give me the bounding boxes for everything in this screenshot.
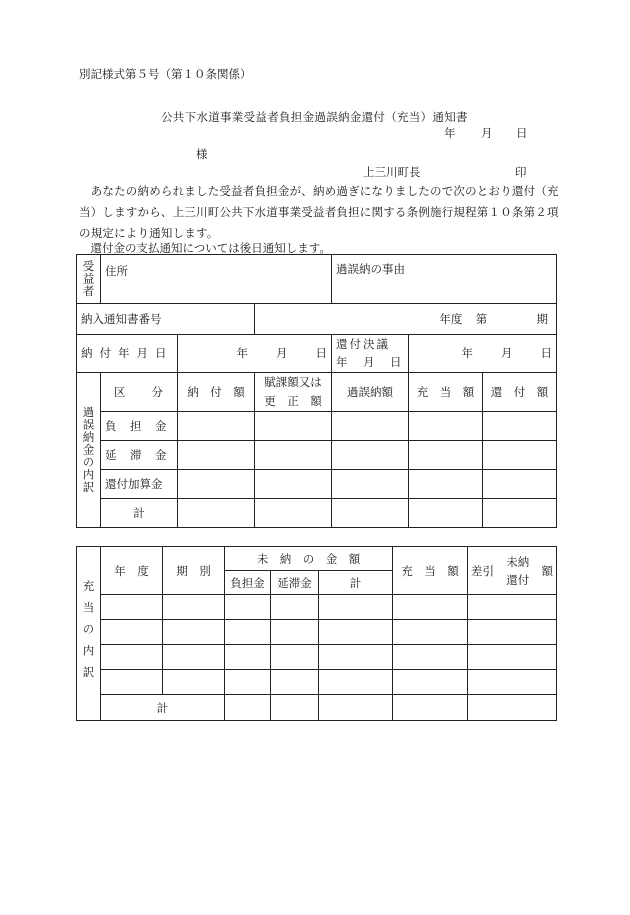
notice-number-cell[interactable] — [255, 303, 557, 334]
appr-r2-subtotal[interactable] — [319, 620, 393, 645]
address-label: 住所 — [105, 264, 128, 278]
col-refund-bottom: 還付 — [506, 572, 530, 587]
late-refund[interactable] — [483, 440, 557, 469]
additional-overpaid[interactable] — [332, 469, 409, 498]
appr-r3-subtotal[interactable] — [319, 645, 393, 670]
fiscal-year-suffix: 年度 — [439, 311, 463, 326]
date-month-label: 月 — [481, 126, 493, 140]
appr-r1-late[interactable] — [271, 595, 319, 620]
row-burden-label: 負 担 金 — [101, 411, 178, 440]
installment-suffix: 期 — [536, 311, 549, 326]
body-paragraph-2: 還付金の支払通知については後日通知します。 — [79, 241, 331, 255]
issuer-name: 上三川町長 — [363, 165, 421, 179]
body-paragraph-1: あなたの納められました受益者負担金が、納め過ぎになりましたので次のとおり還付（充当）しますから、上三川町公共下水道事業受益者負担に関する条例施行規程第１０条第２項の規定により通知します。 — [79, 184, 559, 240]
col-diff-prefix: 差引 — [471, 563, 494, 578]
additional-paid[interactable] — [178, 469, 255, 498]
installment-prefix: 第 — [475, 311, 488, 326]
late-overpaid[interactable] — [332, 440, 409, 469]
appr-r1-period[interactable] — [163, 595, 225, 620]
appr-total-diff[interactable] — [468, 695, 557, 721]
payment-date-label-cell — [77, 334, 178, 372]
appr-total-applied[interactable] — [393, 695, 468, 721]
appr-r4-year[interactable] — [101, 670, 163, 695]
col-assessed-line1: 賦課額又は — [264, 374, 322, 389]
appr-r2-diff[interactable] — [468, 620, 557, 645]
burden-refund[interactable] — [483, 411, 557, 440]
overpayment-reason-cell[interactable] — [332, 255, 557, 304]
col-diff — [468, 547, 557, 595]
total-paid[interactable] — [178, 498, 255, 527]
appr-r3-diff[interactable] — [468, 645, 557, 670]
notice-number-label: 納入通知書番号 — [81, 311, 162, 326]
col-applied: 充 当 額 — [409, 372, 483, 411]
col-period: 期 別 — [163, 547, 225, 595]
burden-overpaid[interactable] — [332, 411, 409, 440]
appropriation-details-table — [76, 546, 557, 721]
total-refund[interactable] — [483, 498, 557, 527]
late-assessed[interactable] — [255, 440, 332, 469]
total-overpaid[interactable] — [332, 498, 409, 527]
appr-r1-applied[interactable] — [393, 595, 468, 620]
refund-decision-label-2: 年 月 日 — [336, 355, 404, 369]
appr-r3-applied[interactable] — [393, 645, 468, 670]
name-cell[interactable] — [101, 303, 332, 304]
date-year-label: 年 — [444, 126, 456, 140]
appr-total-late[interactable] — [271, 695, 319, 721]
total-applied[interactable] — [409, 498, 483, 527]
additional-refund[interactable] — [483, 469, 557, 498]
appr-r1-subtotal[interactable] — [319, 595, 393, 620]
appr-r4-applied[interactable] — [393, 670, 468, 695]
refund-decision-label-cell — [332, 334, 409, 372]
refund-details-table — [76, 254, 557, 528]
decision-year: 年 — [461, 346, 474, 360]
col-refund: 還 付 額 — [483, 372, 557, 411]
refund-decision-date-cell[interactable] — [409, 334, 557, 372]
additional-applied[interactable] — [409, 469, 483, 498]
appr-r2-year[interactable] — [101, 620, 163, 645]
details-side-label: 過誤納金の内訳 — [77, 372, 101, 527]
late-paid[interactable] — [178, 440, 255, 469]
appr-r4-diff[interactable] — [468, 670, 557, 695]
appr-total-label: 計 — [101, 695, 225, 721]
col-assessed-line2: 更 正 額 — [264, 393, 322, 408]
appr-r3-year[interactable] — [101, 645, 163, 670]
burden-applied[interactable] — [409, 411, 483, 440]
appr-total-subtotal[interactable] — [319, 695, 393, 721]
payment-date-cell[interactable] — [178, 334, 332, 372]
appr-r2-burden[interactable] — [225, 620, 271, 645]
document-title: 公共下水道事業受益者負担金過誤納金還付（充当）通知書 — [161, 110, 468, 124]
row-additional-label: 還付加算金 — [101, 469, 178, 498]
late-applied[interactable] — [409, 440, 483, 469]
col-amount-suffix: 額 — [541, 563, 553, 578]
col-assessed — [255, 372, 332, 411]
col-burden-2: 負担金 — [225, 571, 271, 595]
appr-r2-late[interactable] — [271, 620, 319, 645]
payment-year: 年 — [236, 346, 249, 360]
addressee-suffix: 様 — [196, 147, 208, 161]
col-fiscal-year: 年 度 — [101, 547, 163, 595]
appr-r3-period[interactable] — [163, 645, 225, 670]
appropriation-side-label: 充当の内訳 — [77, 547, 101, 721]
total-assessed[interactable] — [255, 498, 332, 527]
appr-r1-diff[interactable] — [468, 595, 557, 620]
payment-date-label: 納付年月日 — [81, 346, 174, 360]
col-overpaid: 過誤納額 — [332, 372, 409, 411]
additional-assessed[interactable] — [255, 469, 332, 498]
decision-day: 日 — [540, 346, 553, 360]
col-category: 区 分 — [101, 372, 178, 411]
appr-r1-burden[interactable] — [225, 595, 271, 620]
row-late-label: 延 滞 金 — [101, 440, 178, 469]
beneficiary-label: 受益者 — [77, 255, 101, 304]
appr-r2-period[interactable] — [163, 620, 225, 645]
appr-r3-late[interactable] — [271, 645, 319, 670]
date-day-label: 日 — [516, 126, 528, 140]
appr-r4-subtotal[interactable] — [319, 670, 393, 695]
col-unpaid-top: 未納 — [506, 554, 530, 569]
appr-r2-applied[interactable] — [393, 620, 468, 645]
col-unpaid-group: 未 納 の 金 額 — [225, 547, 393, 571]
row-total-label: 計 — [101, 498, 178, 527]
appr-r1-year[interactable] — [101, 595, 163, 620]
form-number: 別記様式第５号（第１０条関係） — [79, 67, 252, 81]
appr-r4-period[interactable] — [163, 670, 225, 695]
burden-assessed[interactable] — [255, 411, 332, 440]
overpayment-reason-label: 過誤納の事由 — [336, 262, 406, 276]
decision-month: 月 — [501, 346, 513, 360]
payment-day: 日 — [315, 346, 328, 360]
appr-r4-late[interactable] — [271, 670, 319, 695]
appr-r3-burden[interactable] — [225, 645, 271, 670]
col-paid: 納 付 額 — [178, 372, 255, 411]
payment-month: 月 — [276, 346, 288, 360]
refund-decision-label-1: 還付決議 — [336, 337, 391, 351]
col-applied-2: 充 当 額 — [393, 547, 468, 595]
col-subtotal-2: 計 — [319, 571, 393, 595]
appr-r4-burden[interactable] — [225, 670, 271, 695]
burden-paid[interactable] — [178, 411, 255, 440]
address-cell[interactable] — [101, 255, 332, 303]
appr-total-burden[interactable] — [225, 695, 271, 721]
seal-mark: 印 — [515, 165, 527, 179]
col-late-2: 延滞金 — [271, 571, 319, 595]
notice-number-label-cell — [77, 303, 255, 334]
